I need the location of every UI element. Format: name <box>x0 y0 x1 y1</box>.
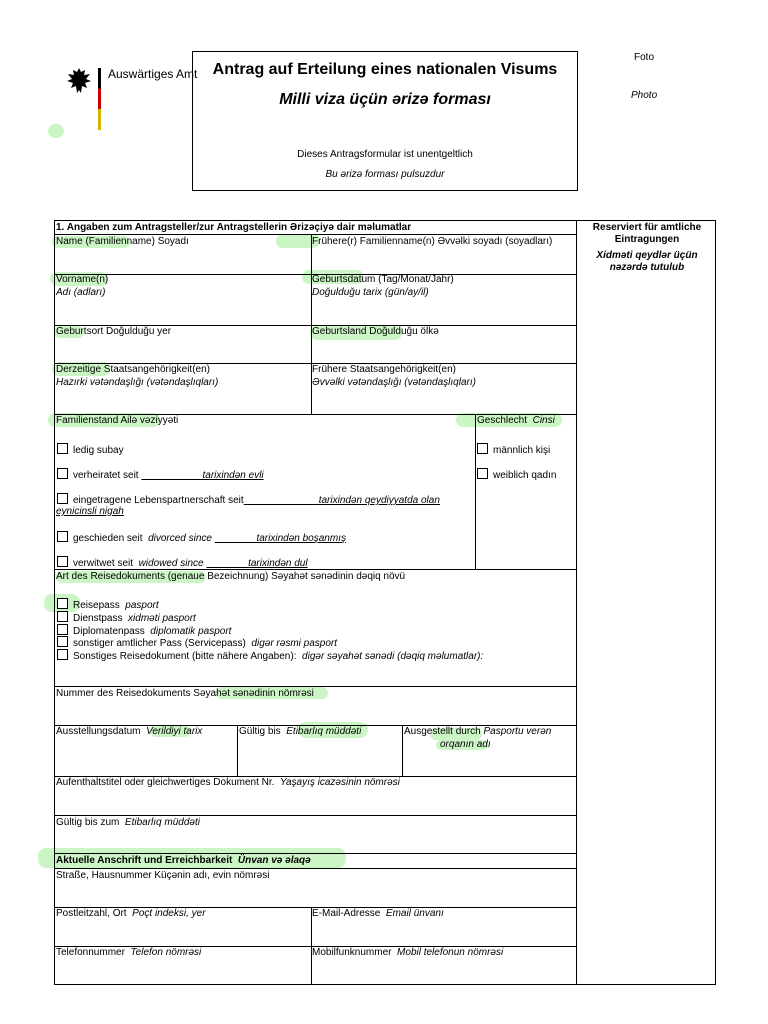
checkbox[interactable] <box>57 468 68 479</box>
form-title-de: Antrag auf Erteilung eines nationalen Visums <box>212 61 558 78</box>
address-heading: Aktuelle Anschrift und Erreichbarkeit Ünvan və əlaqə <box>56 855 311 866</box>
label-birth-place: Geburtsort Doğulduğu yer <box>56 326 172 337</box>
label-street: Straße, Hausnummer Küçənin adı, evin nömrəsi <box>56 870 270 881</box>
label-valid-to: Gültig bis zum Etibarlıq müddəti <box>56 817 200 828</box>
label-issue-date: Ausstellungsdatum Verildiyi tarix <box>56 726 203 737</box>
label-birth-date: Geburtsdatum (Tag/Monat/Jahr) <box>312 274 454 285</box>
checkbox[interactable] <box>57 493 68 504</box>
checkbox[interactable] <box>57 649 68 660</box>
option-partnership[interactable]: eingetragene Lebenspartnerschaft seit tarixindən qeydiyyatda olan <box>57 493 477 507</box>
checkbox[interactable] <box>477 468 488 479</box>
option-other-official[interactable]: sonstiger amtlicher Pass (Servicepass) digər rəsmi pasport <box>57 636 337 650</box>
label-marital-status: Familienstand Ailə vəziyyəti <box>56 415 179 426</box>
label-birth-date-az: Doğulduğu tarix (gün/ay/il) <box>312 287 429 298</box>
label-valid-until: Gültig bis Etibarlıq müddəti <box>239 726 362 737</box>
checkbox[interactable] <box>57 556 68 567</box>
checkbox[interactable] <box>57 443 68 454</box>
checkbox[interactable] <box>57 598 68 609</box>
reserved-az: Xidməti qeydlər üçün nəzərdə tutulub <box>596 250 698 273</box>
label-issued-by: Ausgestellt durch Pasportu verən <box>404 726 552 737</box>
option-service-passport[interactable]: Dienstpass xidməti pasport <box>57 611 196 625</box>
free-note-de: Dieses Antragsformular ist unentgeltlich <box>297 149 473 160</box>
free-note-az: Bu ərizə forması pulsuzdur <box>325 169 445 180</box>
option-diplomatic-passport[interactable]: Diplomatenpass diplomatik pasport <box>57 624 231 638</box>
label-phone: Telefonnummer Telefon nömrəsi <box>56 947 202 958</box>
label-email: E-Mail-Adresse Email ünvanı <box>312 908 444 919</box>
section-heading: 1. Angaben zum Antragsteller/zur Antragstellerin Ərizəçiyə dair məlumatlar <box>56 222 412 233</box>
label-mobile: Mobilfunknummer Mobil telefonun nömrəsi <box>312 947 504 958</box>
highlight-mark <box>48 124 64 138</box>
label-birth-country: Geburtsland Doğulduğu ölkə <box>312 326 439 337</box>
checkbox[interactable] <box>57 531 68 542</box>
side-divider <box>576 220 577 985</box>
form-title-az: Milli viza üçün ərizə forması <box>279 91 491 108</box>
label-postcode: Postleitzahl, Ort Poçt indeksi, yer <box>56 908 206 919</box>
photo-label-az: Photo <box>631 90 658 101</box>
label-doc-type: Art des Reisedokuments (genaue Bezeichnung) Səyahət sənədinin dəqiq növü <box>56 571 406 582</box>
label-sex: Geschlecht Cinsi <box>477 415 555 426</box>
label-first-name-az: Adı (adları) <box>56 287 106 298</box>
checkbox[interactable] <box>477 443 488 454</box>
option-divorced[interactable]: geschieden seit divorced since tarixindən boşanmış <box>57 531 346 545</box>
checkbox[interactable] <box>57 636 68 647</box>
authority-name: Auswärtiges Amt <box>108 67 198 81</box>
label-residence-title: Aufenthaltstitel oder gleichwertiges Dokument Nr. Yaşayış icazəsinin nömrəsi <box>56 777 400 788</box>
label-doc-number: Nummer des Reisedokuments Səyahət sənədinin nömrəsi <box>56 688 314 699</box>
checkbox[interactable] <box>57 611 68 622</box>
option-partnership-az: eynicinsli nigah <box>56 506 124 517</box>
option-married[interactable]: verheiratet seit tarixindən evli <box>57 468 264 482</box>
checkbox[interactable] <box>57 624 68 635</box>
photo-label-de: Foto <box>634 52 655 63</box>
eagle-logo <box>66 66 92 96</box>
logo-bar <box>98 68 101 130</box>
option-other-doc[interactable]: Sonstiges Reisedokument (bitte nähere Angaben): digər səyahət sənədi (dəqiq məlumatlar): <box>57 649 483 663</box>
option-single[interactable]: ledig subay <box>57 443 124 457</box>
option-male[interactable]: männlich kişi <box>477 443 550 457</box>
label-citizenship-az: Hazırki vətəndaşlığı (vətəndaşlıqları) <box>56 377 219 388</box>
label-first-name: Vorname(n) <box>56 274 109 285</box>
reserved-de: Reserviert für amtliche Eintragungen <box>592 222 702 245</box>
label-citizenship: Derzeitige Staatsangehörigkeit(en) <box>56 364 210 375</box>
option-widowed[interactable]: verwitwet seit widowed since tarixindən dul <box>57 556 308 570</box>
label-name: Name (Familienname) Soyadı <box>56 236 189 247</box>
label-former-name: Frühere(r) Familienname(n) Əvvəlki soyadı (soyadları) <box>312 236 553 247</box>
label-former-citizenship-az: Əvvəlki vətəndaşlığı (vətəndaşlıqları) <box>312 377 476 388</box>
option-passport[interactable]: Reisepass pasport <box>57 598 159 612</box>
label-former-citizenship: Frühere Staatsangehörigkeit(en) <box>312 364 456 375</box>
label-issued-by-az: orqanın adı <box>440 739 491 750</box>
option-female[interactable]: weiblich qadın <box>477 468 556 482</box>
